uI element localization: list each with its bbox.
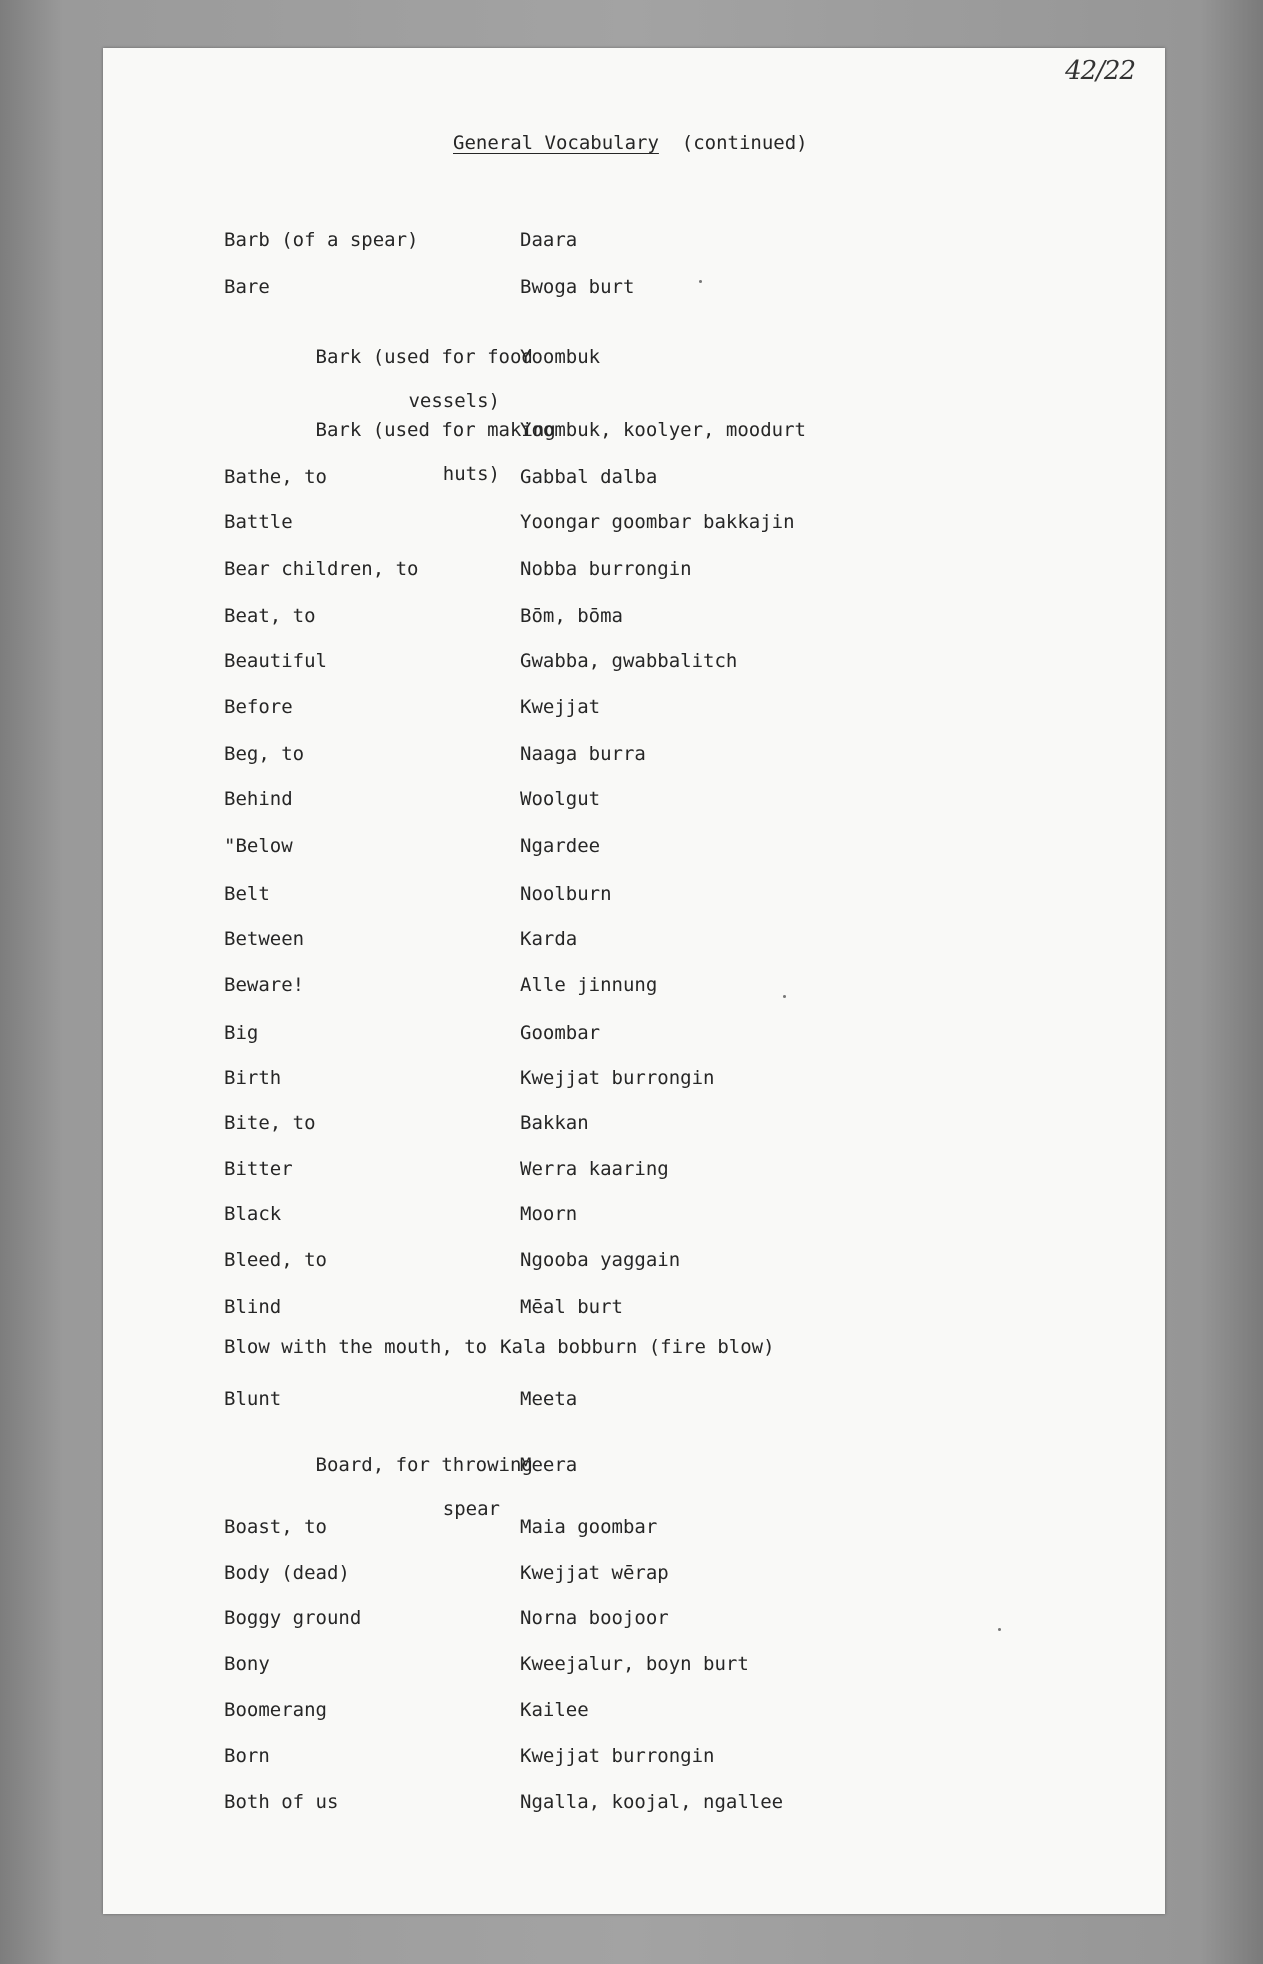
- entry-term: Blunt: [224, 1388, 282, 1410]
- paper-speck: [783, 995, 786, 998]
- entry-term: Bony: [224, 1653, 270, 1675]
- entry-term: Big: [224, 1022, 259, 1044]
- entry-term: Both of us: [224, 1791, 339, 1813]
- entry-term: Black: [224, 1203, 282, 1225]
- entry-meaning: Ngalla, koojal, ngallee: [520, 1791, 784, 1813]
- entry-meaning: Nobba burrongin: [520, 558, 692, 580]
- entry-term: Board, for throwing: [315, 1454, 533, 1476]
- entry-term-continuation: huts): [442, 463, 500, 485]
- entry-meaning: Maia goombar: [520, 1516, 658, 1538]
- entry-meaning: Gwabba, gwabbalitch: [520, 650, 738, 672]
- entry-term: Bark (used for food: [315, 346, 533, 368]
- entry-term: Battle: [224, 511, 293, 533]
- entry-term: Bark (used for making: [315, 419, 556, 441]
- entry-meaning: Bakkan: [520, 1112, 589, 1134]
- entry-term-continuation: spear: [442, 1498, 500, 1520]
- entry-meaning: Ngardee: [520, 835, 601, 857]
- entry-meaning: Kailee: [520, 1699, 589, 1721]
- entry-term: Boast, to: [224, 1516, 327, 1538]
- entry-term: Beware!: [224, 974, 305, 996]
- entry-meaning: Kwejjat: [520, 696, 601, 718]
- entry-meaning: Gabbal dalba: [520, 466, 658, 488]
- entry-meaning: Yoombuk, koolyer, moodurt: [520, 419, 806, 441]
- heading-title: General Vocabulary: [453, 132, 659, 154]
- list-item: [103, 1432, 1165, 1520]
- entry-meaning: Meera: [520, 1454, 578, 1476]
- entry-term: Behind: [224, 788, 293, 810]
- entry-meaning: Goombar: [520, 1022, 601, 1044]
- entry-term: Beg, to: [224, 743, 305, 765]
- entry-term: Boggy ground: [224, 1607, 362, 1629]
- entry-meaning: Yoongar goombar bakkajin: [520, 511, 795, 533]
- page-heading: [453, 132, 808, 154]
- entry-meaning: Kweejalur, boyn burt: [520, 1653, 749, 1675]
- entry-term: Before: [224, 696, 293, 718]
- entry-meaning: Meeta: [520, 1388, 578, 1410]
- entry-meaning: Naaga burra: [520, 743, 646, 765]
- entry-meaning: Kwejjat wērap: [520, 1562, 669, 1584]
- entry-term: Boomerang: [224, 1699, 327, 1721]
- entry-term: Bleed, to: [224, 1249, 327, 1271]
- entry-term: Belt: [224, 883, 270, 905]
- entry-meaning: Mēal burt: [520, 1296, 623, 1318]
- entry-term-continuation: vessels): [408, 390, 500, 412]
- entry-term: Blind: [224, 1296, 282, 1318]
- entry-term: Barb (of a spear): [224, 229, 419, 251]
- entry-term: Between: [224, 928, 305, 950]
- entry-term: Blow with the mouth, to: [224, 1336, 488, 1358]
- entry-meaning: Daara: [520, 229, 578, 251]
- entry-term: Bite, to: [224, 1112, 316, 1134]
- entry-meaning: Noolburn: [520, 883, 612, 905]
- entry-term: Born: [224, 1745, 270, 1767]
- entry-meaning: Moorn: [520, 1203, 578, 1225]
- entry-meaning: Bwoga burt: [520, 276, 635, 298]
- entry-meaning: Kwejjat burrongin: [520, 1067, 715, 1089]
- entry-meaning: Norna boojoor: [520, 1607, 669, 1629]
- entry-term: "Below: [224, 835, 293, 857]
- entry-meaning: Kwejjat burrongin: [520, 1745, 715, 1767]
- entry-meaning: Karda: [520, 928, 578, 950]
- typed-page: [103, 48, 1165, 1914]
- entry-meaning: Ngooba yaggain: [520, 1249, 681, 1271]
- entry-meaning: Woolgut: [520, 788, 601, 810]
- entry-meaning: Bōm, bōma: [520, 605, 623, 627]
- page-number: 42/22: [1065, 56, 1135, 86]
- entry-term: Beautiful: [224, 650, 327, 672]
- paper-speck: [998, 1628, 1001, 1631]
- paper-speck: [699, 280, 702, 283]
- entry-meaning: Alle jinnung: [520, 974, 658, 996]
- entry-term: Bitter: [224, 1158, 293, 1180]
- entry-term: Bathe, to: [224, 466, 327, 488]
- entry-meaning: Yoombuk: [520, 346, 601, 368]
- entry-meaning: Kala bobburn (fire blow): [500, 1336, 775, 1358]
- entry-meaning: Werra kaaring: [520, 1158, 669, 1180]
- entry-term: Birth: [224, 1067, 282, 1089]
- entry-term: Bear children, to: [224, 558, 419, 580]
- entry-term: Bare: [224, 276, 270, 298]
- list-item: [103, 1791, 1165, 1879]
- entry-term: Beat, to: [224, 605, 316, 627]
- heading-note: (continued): [681, 132, 808, 154]
- entry-term: Body (dead): [224, 1562, 350, 1584]
